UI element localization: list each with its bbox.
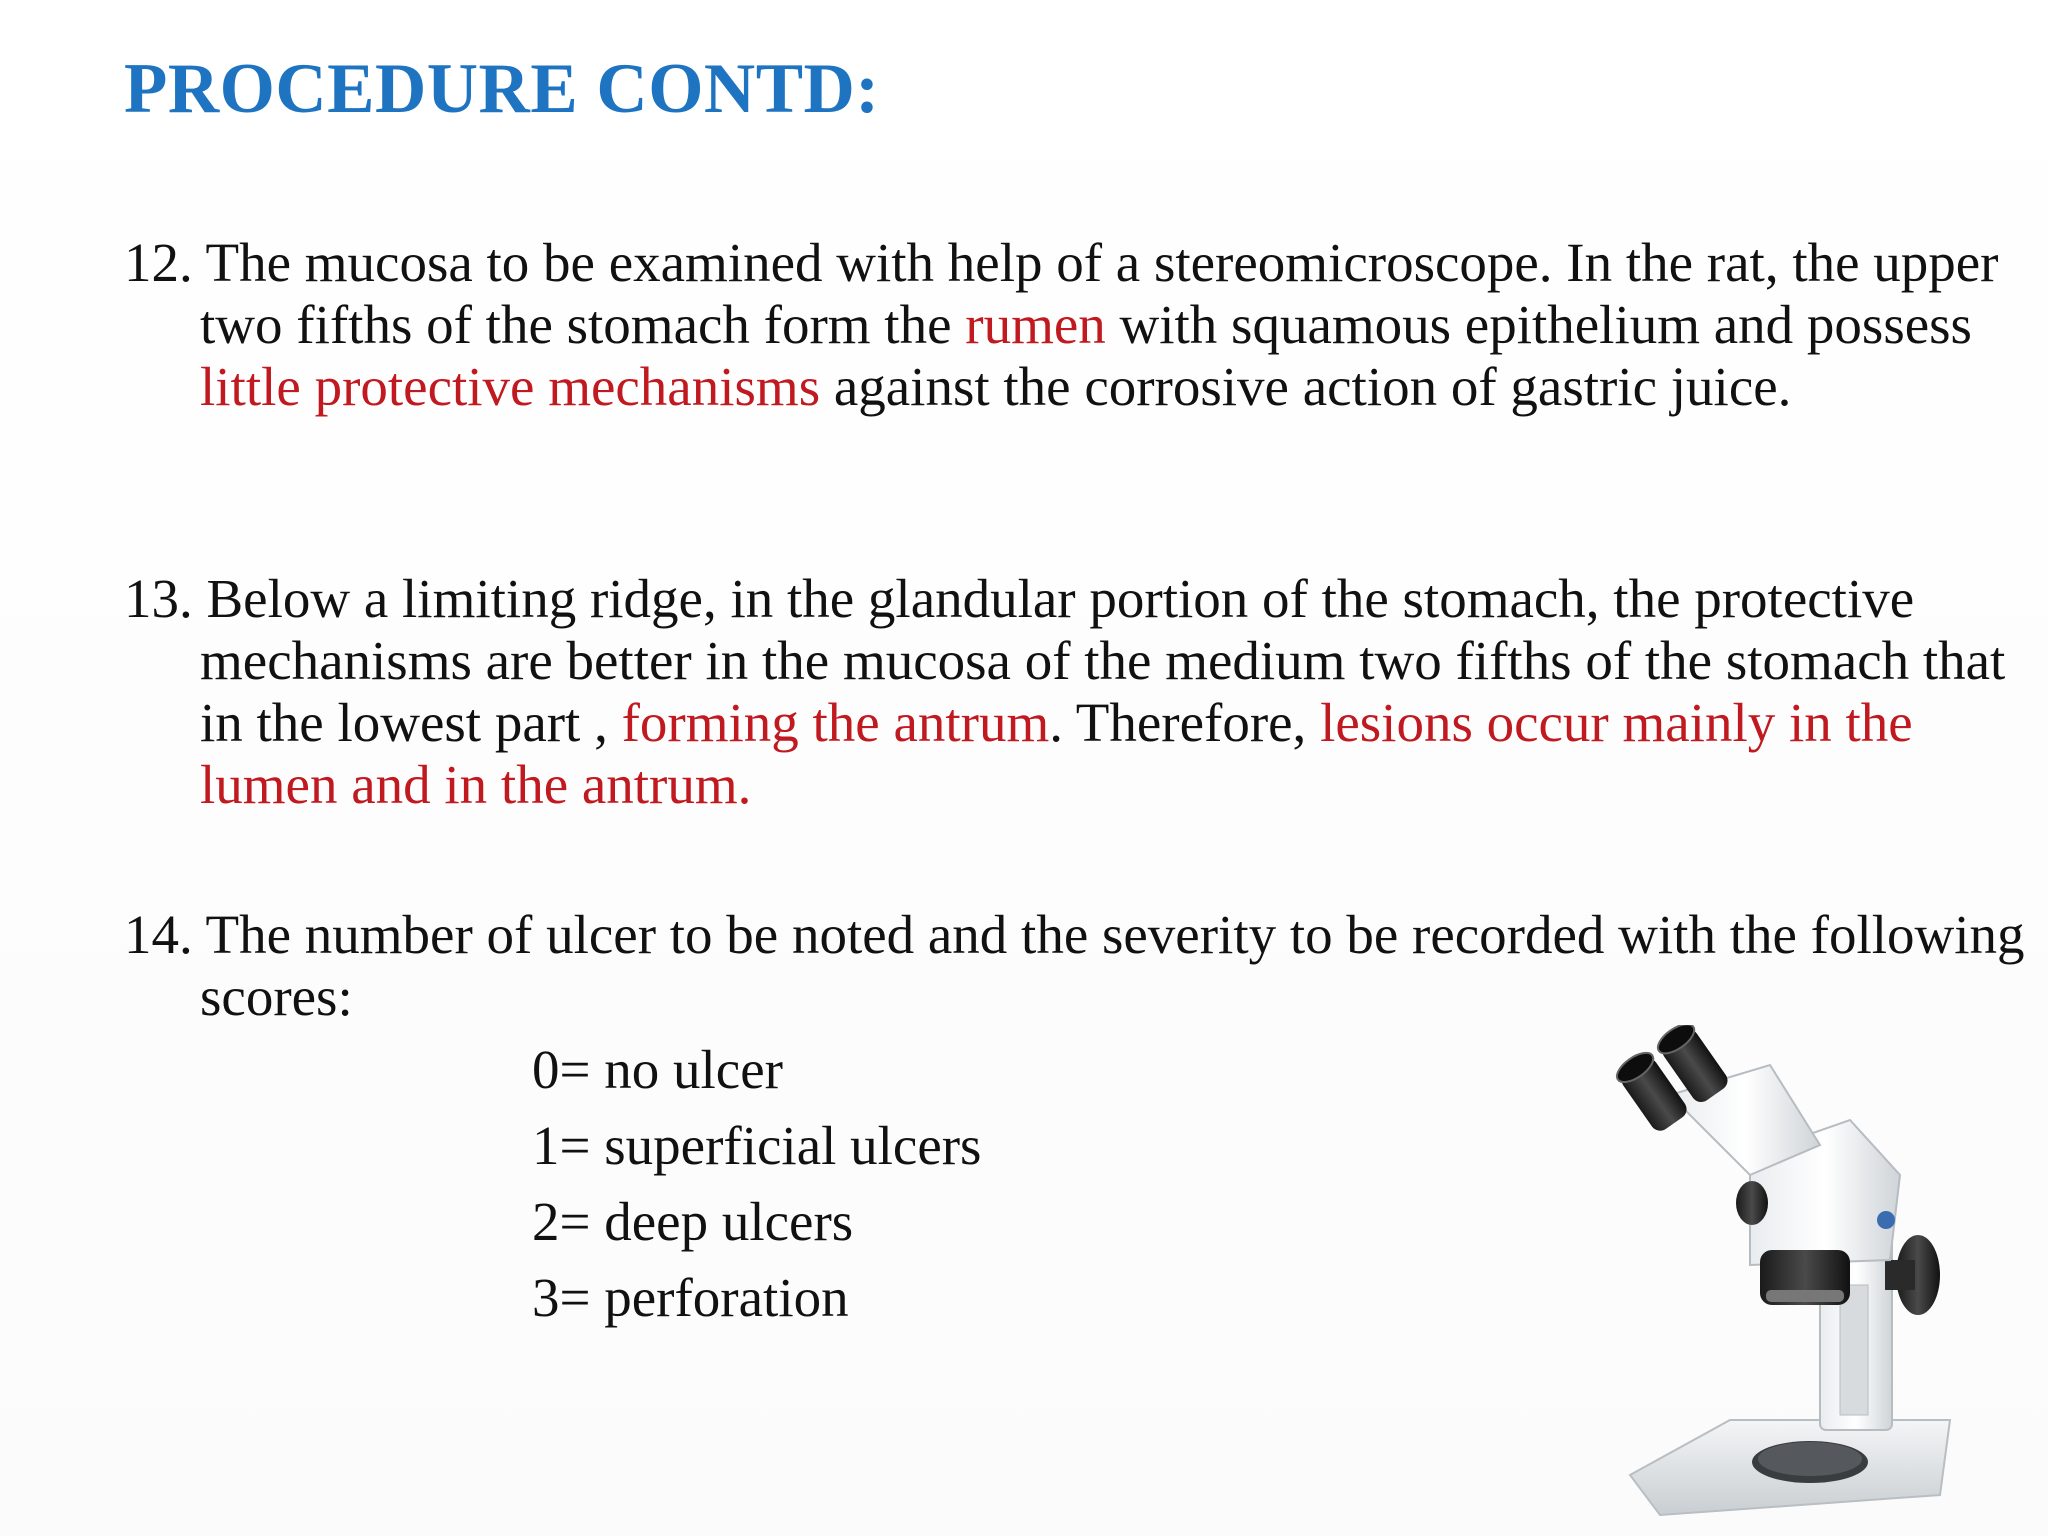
procedure-step-12 <box>124 232 2040 418</box>
procedure-step-13 <box>124 568 2040 816</box>
score-item: 2= deep ulcers <box>532 1191 854 1252</box>
step-12-highlight-protective: little protective mechanisms <box>200 356 821 417</box>
step-13-text-1: 13. Below a limiting ridge, in the glandular portion of the stomach, the protective mechanisms are better in the mucosa of the medium two fifths of the stomach that in the lowest part , <box>124 568 2006 753</box>
microscope-image <box>1600 1025 1960 1531</box>
score-item: 3= perforation <box>532 1267 849 1328</box>
step-14-text: 14. The number of ulcer to be noted and the severity to be recorded with the following scores: <box>124 904 2025 1027</box>
step-12-text-2: with squamous epithelium and possess <box>1105 294 1972 355</box>
step-13-highlight-lesions: lesions occur mainly in the lumen and in the antrum. <box>200 692 1913 815</box>
step-12-text-3: against the corrosive action of gastric juice. <box>820 356 1792 417</box>
procedure-step-14 <box>124 904 2040 1028</box>
slide-title: PROCEDURE CONTD: <box>124 50 880 128</box>
step-12-highlight-rumen: rumen <box>965 294 1106 355</box>
step-12-text-1: 12. The mucosa to be examined with help of a stereomicroscope. In the rat, the upper two fifths of the stomach form the <box>124 232 1999 355</box>
step-13-text-2: . Therefore, <box>1049 692 1321 753</box>
step-13-highlight-antrum: forming the antrum <box>621 692 1050 753</box>
score-item: 0= no ulcer <box>532 1039 783 1100</box>
ulcer-score-list <box>532 1036 981 1340</box>
score-item: 1= superficial ulcers <box>532 1115 982 1176</box>
